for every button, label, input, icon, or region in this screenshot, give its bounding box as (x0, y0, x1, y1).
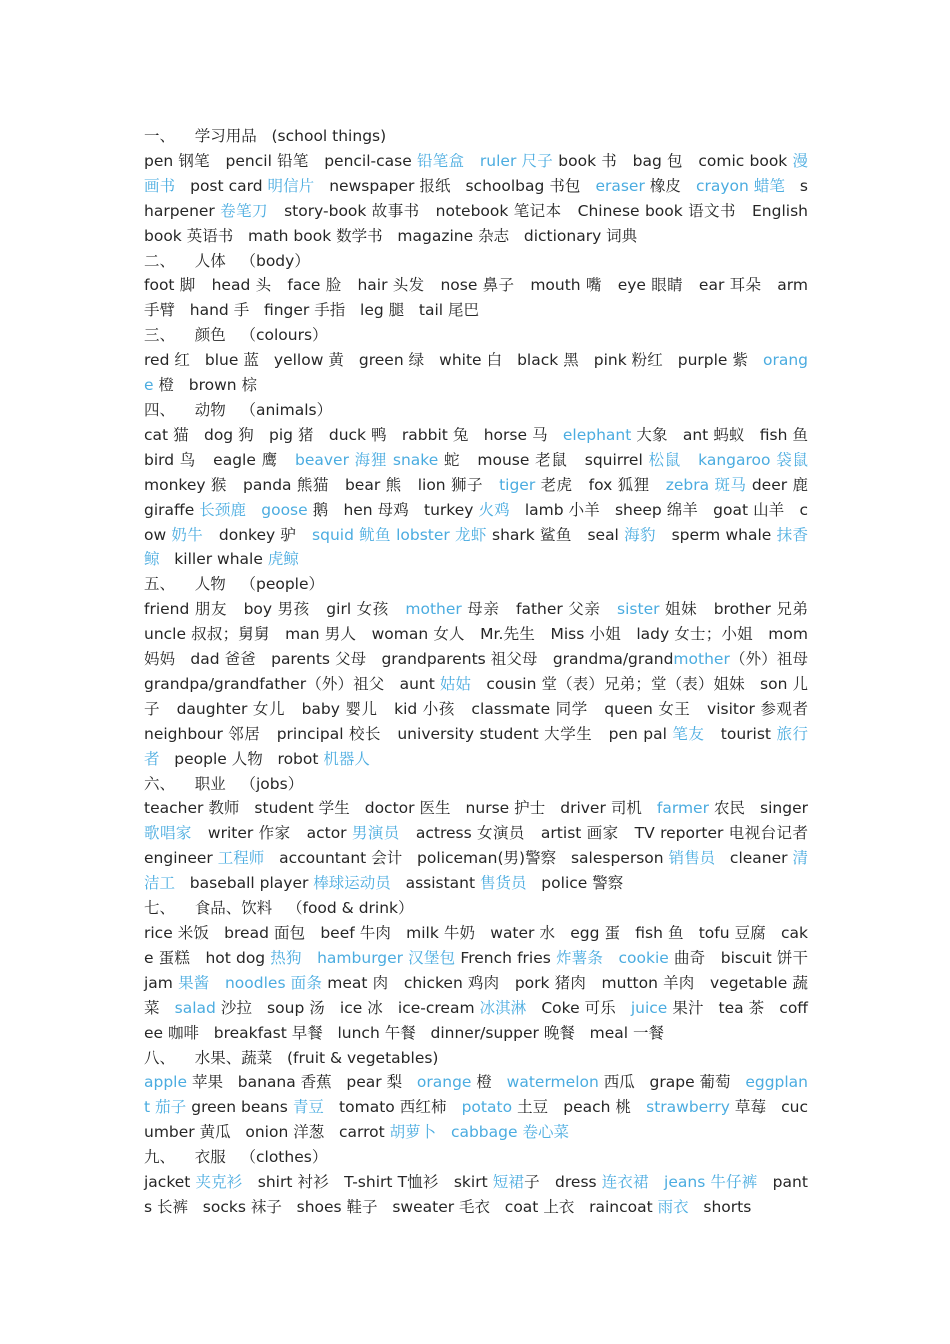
term-text (649, 1173, 664, 1191)
term-text: 橙 (471, 1073, 507, 1092)
term-text: cat 猫 dog 狗 pig 猪 duck 鸭 rabbit 兔 horse 马 (144, 425, 563, 444)
term-text: assistant (390, 874, 481, 893)
section-entries (144, 273, 813, 323)
highlighted-term: 工程师 (217, 849, 265, 868)
highlighted-term: 机器人 (323, 749, 370, 768)
term-text: post card (175, 176, 268, 195)
highlighted-term: sister (617, 600, 660, 619)
term-text: 鹅 hen 母鸡 turkey (307, 500, 479, 519)
highlighted-term: 青豆 (292, 1098, 325, 1117)
term-text: story-book 故事书 notebook 笔记本 Chinese book 语文书 English book 英语书 math book 数学书 magazine 杂志 dictionary 词典 (144, 201, 813, 245)
highlighted-term: jeans 牛仔裤 (664, 1173, 758, 1192)
highlighted-term: 笔友 (672, 724, 705, 743)
term-text (681, 451, 698, 469)
highlighted-term: 铅笔盒 (416, 151, 465, 170)
highlighted-term: noodles 面条 (224, 973, 323, 992)
term-text: 土豆 peach 桃 (512, 1098, 647, 1117)
highlighted-term: watermelon (506, 1073, 599, 1092)
highlighted-term: eraser (595, 176, 645, 195)
term-text: police 警察 (526, 874, 624, 893)
highlighted-term: apple (144, 1073, 188, 1092)
term-text: shorts (688, 1197, 752, 1216)
term-text: deer 鹿 giraffe (144, 475, 823, 519)
term-text: foot 脚 head 头 face 脸 hair 头发 nose 鼻子 mouth 嘴 eye 眼睛 ear 耳朵 arm 手臂 hand 手 finger 手指 leg 腿 tail 尾巴 (144, 276, 813, 320)
term-text: （外）祖母 grandpa/grandfather（外）祖父 aunt (144, 650, 823, 693)
section-entries (144, 348, 808, 398)
term-text: meat 肉 chicken 鸡肉 pork 猪肉 mutton 羊肉 vegetable 蔬菜 (144, 973, 808, 1017)
section-heading: 八、 水果、蔬菜 (fruit & vegetables) (144, 1048, 439, 1067)
term-text: 曲奇 biscuit 饼干 jam (144, 948, 823, 992)
highlighted-term: strawberry (646, 1098, 730, 1117)
section-heading: 二、 人体 （body） (144, 251, 310, 270)
term-text: friend 朋友 boy 男孩 girl 女孩 (144, 600, 406, 619)
section-entries (144, 1170, 808, 1220)
term-text: cousin 堂（表）兄弟；堂（表）姐妹 son 儿子 daughter 女儿 baby 婴儿 kid 小孩 classmate 同学 queen 女王 visitor 参观者 neighbour 邻居 principal 校长 university student 大学生 pen pal (144, 674, 823, 743)
term-text: French fries (455, 948, 556, 967)
section-entries (144, 921, 823, 1046)
term-text: killer whale (159, 550, 268, 569)
term-text: 橡皮 (644, 176, 696, 195)
section-entries (144, 1070, 808, 1145)
highlighted-term: 销售员 (668, 849, 716, 868)
vocabulary-list (144, 124, 823, 1220)
term-text: lamb 小羊 sheep 绵羊 goat 山羊 cow (144, 500, 808, 544)
term-text (436, 1123, 451, 1141)
section-heading: 四、 动物 （animals） (144, 400, 333, 419)
highlighted-term: squid 鱿鱼 lobster 龙虾 (312, 525, 487, 544)
term-text: 草莓 cucumber 黄瓜 onion 洋葱 carrot (144, 1098, 808, 1142)
highlighted-term: juice (630, 998, 668, 1017)
highlighted-term: 男演员 (351, 824, 400, 843)
term-text: monkey 猴 panda 熊猫 bear 熊 lion 狮子 (144, 450, 823, 494)
highlighted-term: kangaroo 袋鼠 (698, 450, 808, 469)
section-entries (144, 597, 823, 771)
highlighted-term: 连衣裙 (601, 1173, 649, 1192)
term-text: sharpener (144, 176, 808, 220)
term-text: 西瓜 grape 葡萄 (598, 1073, 746, 1092)
term-text: red 红 blue 蓝 yellow 黄 green 绿 white 白 black 黑 pink 粉红 purple 紫 (144, 351, 763, 370)
section-entries (144, 423, 823, 572)
term-text: shirt 衬衫 T-shirt T恤衫 skirt (242, 1173, 493, 1192)
term-text: people 人物 robot (159, 749, 324, 768)
highlighted-term: 售货员 (480, 874, 527, 893)
highlighted-term: 松鼠 (648, 450, 682, 469)
term-text (464, 152, 480, 170)
term-text (302, 949, 317, 967)
highlighted-term: eggplant 茄子 (144, 1073, 809, 1117)
highlighted-term: 明信片 (267, 176, 315, 195)
term-text: 果汁 tea 茶 coffee 咖啡 breakfast 早餐 lunch 午餐 dinner/supper 晚餐 meal 一餐 (144, 998, 808, 1042)
section-entries (144, 796, 823, 896)
term-text (603, 949, 618, 967)
term-text: jacket (144, 1173, 196, 1192)
section-heading: 七、 食品、饮料 （food & drink） (144, 899, 414, 918)
term-text: 橙 brown 棕 (153, 376, 258, 395)
term-text: pants 长裤 socks 袜子 shoes 鞋子 sweater 毛衣 coat 上衣 raincoat (144, 1173, 808, 1216)
term-text: 沙拉 soup 汤 ice 冰 ice-cream (215, 998, 480, 1017)
term-text: 老虎 fox 狐狸 (535, 475, 666, 494)
term-text: 农民 singer (708, 799, 813, 818)
term-text: sperm whale (655, 525, 777, 544)
highlighted-term: 卷笔刀 (220, 201, 268, 220)
highlighted-term: 火鸡 (478, 500, 510, 519)
highlighted-term: hamburger 汉堡包 (317, 948, 456, 967)
term-text (210, 974, 225, 992)
highlighted-term: zebra 斑马 (665, 475, 747, 494)
section-heading: 三、 颜色 （colours） (144, 326, 328, 345)
term-text: newspaper 报纸 schoolbag 书包 (314, 176, 596, 195)
term-text: 蛇 mouse 老鼠 squirrel (438, 450, 649, 469)
highlighted-term: crayon 蜡笔 (695, 176, 785, 195)
highlighted-term: 棒球运动员 (313, 874, 391, 893)
highlighted-term: 夹克衫 (195, 1173, 243, 1192)
highlighted-term: 海豹 (624, 525, 656, 544)
highlighted-term: 奶牛 (171, 525, 204, 544)
term-text: accountant 会计 policeman(男)警察 salesperson (264, 849, 669, 868)
section-heading: 九、 衣服 （clothes） (144, 1148, 328, 1167)
term-text: teacher 教师 student 学生 doctor 医生 nurse 护士 driver 司机 (144, 799, 657, 818)
term-text: baseball player (175, 874, 314, 893)
term-text: book 书 bag 包 comic book (553, 151, 793, 170)
term-text: Coke 可乐 (526, 998, 631, 1017)
highlighted-term: tiger (499, 475, 536, 494)
term-text: tomato 西红柿 (324, 1098, 462, 1117)
term-text: 姐妹 brother 兄弟 uncle 叔叔；舅舅 man 男人 woman 女人 Mr.先生 Miss 小姐 lady 女士；小姐 mom 妈妈 dad 爸爸 parents 父母 grandparents 祖父母 grandma/grand (144, 600, 823, 669)
highlighted-term: salad (174, 998, 216, 1017)
term-text: tourist (704, 724, 777, 743)
highlighted-term: mother (405, 600, 462, 619)
highlighted-term: 清洁工 (144, 849, 808, 893)
section-heading: 一、 学习用品 (school things) (144, 127, 387, 145)
term-text: green beans (186, 1098, 293, 1117)
section-heading: 五、 人物 （people） (144, 575, 325, 594)
highlighted-term: 热狗 (270, 948, 302, 967)
highlighted-term: cabbage 卷心菜 (450, 1123, 569, 1142)
highlighted-term: cookie (618, 948, 669, 967)
term-text: 子 dress (524, 1173, 602, 1192)
highlighted-term: 歌唱家 (144, 824, 192, 843)
highlighted-term: orange (144, 351, 808, 395)
term-text: pen 钢笔 pencil 铅笔 pencil-case (144, 151, 417, 170)
term-text: donkey 驴 (203, 525, 313, 544)
term-text: actress 女演员 artist 画家 TV reporter 电视台记者 engineer (144, 824, 823, 868)
highlighted-term: 虎鲸 (267, 550, 299, 569)
highlighted-term: 长颈鹿 (199, 500, 247, 519)
section-entries (144, 149, 813, 249)
highlighted-term: beaver 海狸 snake (294, 450, 439, 469)
term-text: writer 作家 actor (191, 824, 352, 843)
highlighted-term: 胡萝卜 (389, 1123, 437, 1142)
highlighted-term: goose (261, 500, 308, 519)
term-text: shark 鲨鱼 seal (486, 525, 625, 544)
highlighted-term: ruler 尺子 (479, 151, 554, 170)
highlighted-term: 漫画书 (144, 151, 809, 195)
term-text (246, 501, 261, 519)
highlighted-term: 果酱 (178, 973, 210, 992)
term-text: 母亲 father 父亲 (461, 600, 618, 619)
highlighted-term: 炸薯条 (555, 948, 604, 967)
highlighted-term: 短裙 (492, 1173, 525, 1192)
highlighted-term: 雨衣 (657, 1197, 689, 1216)
highlighted-term: mother (673, 650, 730, 669)
section-heading: 六、 职业 （jobs） (144, 774, 304, 793)
highlighted-term: orange (416, 1073, 472, 1092)
highlighted-term: 旅行者 (144, 724, 808, 768)
highlighted-term: elephant (562, 425, 632, 444)
highlighted-term: farmer (656, 799, 709, 818)
highlighted-term: 抹香鲸 (144, 525, 808, 569)
term-text: cleaner (715, 849, 793, 868)
term-text: rice 米饭 bread 面包 beef 牛肉 milk 牛奶 water 水 egg 蛋 fish 鱼 tofu 豆腐 cake 蛋糕 hot dog (144, 924, 808, 967)
highlighted-term: potato (461, 1098, 513, 1117)
highlighted-term: 冰淇淋 (479, 998, 527, 1017)
term-text: 苹果 banana 香蕉 pear 梨 (187, 1073, 417, 1092)
term-text: 大象 ant 蚂蚁 fish 鱼 bird 鸟 eagle 鹰 (144, 425, 823, 469)
highlighted-term: 姑姑 (439, 674, 472, 693)
